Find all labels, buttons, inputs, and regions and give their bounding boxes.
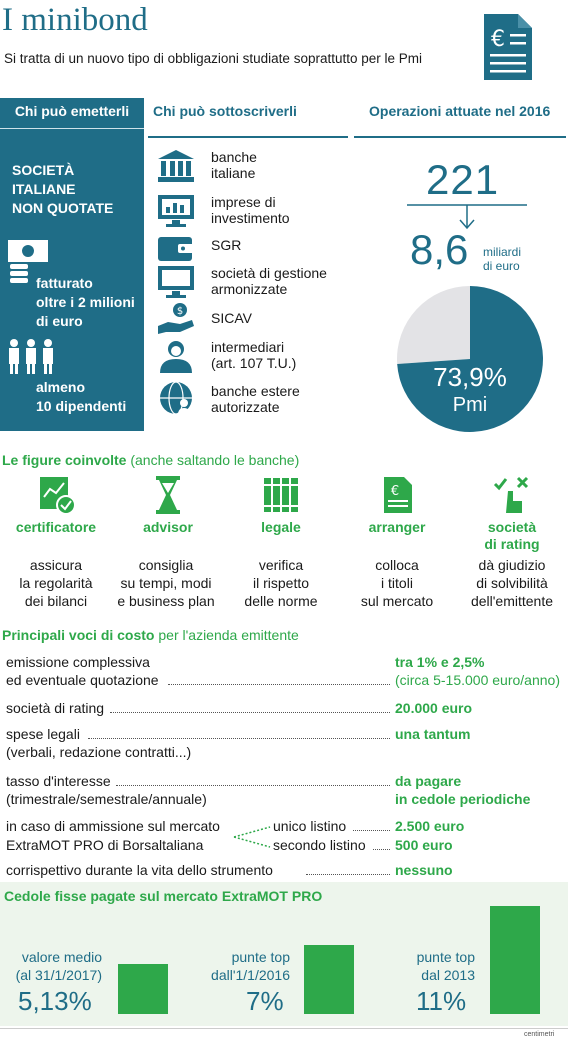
wallet-icon xyxy=(156,231,196,265)
figure-name: certificatore xyxy=(15,519,97,535)
page-subtitle: Si tratta di un nuovo tipo di obbligazioni studiate soprattutto per le Pmi xyxy=(4,51,422,66)
figure-name: società xyxy=(487,519,537,535)
figure-item xyxy=(0,475,112,536)
cedole-value: 11% xyxy=(416,986,467,1016)
cost-label: (verbali, redazione contratti...) xyxy=(6,744,192,760)
cedole-label-line: dall'1/1/2016 xyxy=(211,967,290,983)
cedole-label xyxy=(180,948,290,984)
subscriber-label: SICAV xyxy=(211,310,252,326)
figure-description-line: assicura xyxy=(29,557,83,573)
check-cross-hand-icon xyxy=(492,475,532,515)
amount-unit-line: di euro xyxy=(483,259,520,273)
leader-dots xyxy=(306,874,390,875)
subscriber-item xyxy=(156,383,356,419)
cedole-title: Cedole fisse pagate sul mercato ExtraMOT PRO xyxy=(4,888,323,904)
hourglass-icon xyxy=(148,475,188,515)
bank-icon xyxy=(156,149,196,183)
cedole-label-line: punte top xyxy=(416,949,475,965)
figure-description xyxy=(225,556,337,610)
leader-dots xyxy=(116,785,390,786)
cost-sublabel: unico listino xyxy=(273,818,347,834)
cedole-value: 5,13% xyxy=(18,986,92,1016)
subscriber-label: (art. 107 T.U.) xyxy=(211,355,297,371)
subscriber-label: armonizzate xyxy=(211,281,288,297)
cost-value: 500 euro xyxy=(395,837,453,853)
cedole-label-line: (al 31/1/2017) xyxy=(15,967,102,983)
subscriber-label: intermediari xyxy=(211,339,285,355)
cedole-label xyxy=(2,948,102,984)
issuers-heading: Chi può emetterli xyxy=(14,103,130,119)
operations-amount: 8,6 xyxy=(410,226,469,273)
figure-description xyxy=(0,556,112,610)
issuers-line: ITALIANE xyxy=(12,181,76,197)
page-title: I minibond xyxy=(2,2,148,38)
figure-item xyxy=(456,475,568,553)
cost-label: ExtraMOT PRO di Borsaltaliana xyxy=(6,837,204,853)
leader-dots xyxy=(88,738,390,739)
leader-dots xyxy=(373,849,390,850)
figure-description-line: di solvibilità xyxy=(476,575,548,591)
figure-description xyxy=(110,556,222,610)
leader-dots xyxy=(168,684,390,685)
cost-sublabel: secondo listino xyxy=(273,837,366,853)
figure-description-line: dà giudizio xyxy=(478,557,546,573)
requirement-line: 10 dipendenti xyxy=(36,398,127,414)
subscriber-label: investimento xyxy=(211,210,290,226)
cost-value: da pagare xyxy=(395,773,462,789)
cost-value: nessuno xyxy=(395,862,453,878)
subscriber-label: SGR xyxy=(211,237,242,253)
figure-name: legale xyxy=(261,519,301,535)
requirement-line: oltre i 2 milioni xyxy=(36,294,135,310)
people-icon xyxy=(6,338,56,376)
chart-check-icon xyxy=(36,475,76,515)
cost-value: tra 1% e 2,5% xyxy=(395,654,485,670)
svg-text:€: € xyxy=(491,27,505,52)
subscriber-item xyxy=(156,302,356,338)
svg-text:€: € xyxy=(390,484,400,499)
figure-name: advisor xyxy=(143,519,193,535)
requirement-line: fatturato xyxy=(36,275,93,291)
costs-title-bold: Principali voci di costo xyxy=(2,627,155,643)
subscriber-item xyxy=(156,265,356,301)
footer-logo: centimetri xyxy=(524,1031,555,1038)
figure-description-line: verifica xyxy=(258,557,304,573)
figure-description-line: i titoli xyxy=(381,575,413,591)
subscriber-item xyxy=(156,149,356,185)
issuers-line: NON QUOTATE xyxy=(12,200,114,216)
figures-title-rest: (anche saltando le banche) xyxy=(126,452,300,468)
figure-description-line: colloca xyxy=(375,557,419,573)
euro-document-icon xyxy=(480,12,536,82)
globe-person-icon xyxy=(156,381,196,415)
cost-label: (trimestrale/semestrale/annuale) xyxy=(6,791,207,807)
books-icon xyxy=(261,475,301,515)
figures-title-bold: Le figure coinvolte xyxy=(2,452,127,468)
cost-value-note: (circa 5-15.000 euro/anno) xyxy=(395,672,560,688)
subscriber-label: imprese di xyxy=(211,194,276,210)
monitor-icon xyxy=(156,265,196,299)
amount-unit-line: miliardi xyxy=(483,245,522,259)
issuers-divider xyxy=(0,128,144,129)
cost-value: 2.500 euro xyxy=(395,818,465,834)
figure-description-line: la regolarità xyxy=(19,575,93,591)
figure-description-line: il rispetto xyxy=(252,575,310,591)
cost-value: 20.000 euro xyxy=(395,700,473,716)
cedole-label xyxy=(380,948,475,984)
person-icon xyxy=(156,339,196,373)
operations-divider xyxy=(354,136,566,138)
monitor-chart-icon xyxy=(156,194,196,228)
cost-label: tasso d'interesse xyxy=(6,773,111,789)
cedole-bar xyxy=(304,945,354,1014)
cedole-bar xyxy=(118,964,168,1014)
figure-description-line: dell'emittente xyxy=(470,593,554,609)
costs-title-rest: per l'azienda emittente xyxy=(154,627,299,643)
requirement-line: di euro xyxy=(36,313,83,329)
figure-item xyxy=(225,475,337,536)
subscribers-divider xyxy=(148,136,348,138)
cedole-label-line: valore medio xyxy=(21,949,102,965)
figure-description xyxy=(456,556,568,610)
figures-title xyxy=(2,452,299,468)
operations-count: 221 xyxy=(426,156,500,203)
footer-divider xyxy=(0,1028,568,1029)
issuers-line: SOCIETÀ xyxy=(12,162,75,178)
leader-dots xyxy=(353,830,390,831)
subscriber-item xyxy=(156,231,356,267)
figure-description-line: su tempi, modi xyxy=(120,575,212,591)
subscriber-item xyxy=(156,194,356,230)
figure-description-line: dei bilanci xyxy=(24,593,88,609)
cost-label: corrispettivo durante la vita dello strumento xyxy=(6,862,273,878)
figure-description-line: e business plan xyxy=(117,593,215,609)
subscriber-label: autorizzate xyxy=(211,399,280,415)
cost-label: ed eventuale quotazione xyxy=(6,672,159,688)
cedole-label-line: punte top xyxy=(231,949,290,965)
operations-amount-unit xyxy=(483,245,521,273)
figure-description-line: delle norme xyxy=(244,593,318,609)
cost-label: in caso di ammissione sul mercato xyxy=(6,818,220,834)
subscriber-label: banche estere xyxy=(211,383,300,399)
euro-document-icon xyxy=(377,475,417,515)
requirement-line: almeno xyxy=(36,379,86,395)
branch-connector xyxy=(232,824,272,850)
cost-value: in cedole periodiche xyxy=(395,791,531,807)
pie-slice-other xyxy=(397,286,470,364)
hand-coin-icon xyxy=(156,302,196,336)
cedole-label-line: dal 2013 xyxy=(421,967,475,983)
subscriber-label: italiane xyxy=(211,165,256,181)
svg-text:$: $ xyxy=(176,306,184,317)
figure-item xyxy=(112,475,224,536)
cedole-bar xyxy=(490,906,540,1014)
figure-description-line: sul mercato xyxy=(360,593,434,609)
cost-label: spese legali xyxy=(6,726,80,742)
operations-heading: Operazioni attuate nel 2016 xyxy=(369,103,551,119)
subscriber-label: società di gestione xyxy=(211,265,327,281)
pie-percent-label: 73,9% xyxy=(433,362,507,392)
figure-name: arranger xyxy=(368,519,426,535)
subscribers-heading: Chi può sottoscriverli xyxy=(153,103,297,119)
figure-description-line: consiglia xyxy=(138,557,194,573)
cost-value: una tantum xyxy=(395,726,471,742)
subscriber-item xyxy=(156,339,356,375)
cedole-value: 7% xyxy=(246,986,284,1016)
cost-label: società di rating xyxy=(6,700,105,716)
leader-dots xyxy=(110,712,390,713)
figure-description xyxy=(341,556,453,610)
issuers-panel xyxy=(0,98,144,431)
cost-label: emissione complessiva xyxy=(6,654,150,670)
subscriber-label: banche xyxy=(211,149,257,165)
figure-item xyxy=(341,475,453,536)
pie-category-label: Pmi xyxy=(452,394,488,416)
costs-title xyxy=(2,627,299,643)
figure-name: di rating xyxy=(484,536,540,552)
